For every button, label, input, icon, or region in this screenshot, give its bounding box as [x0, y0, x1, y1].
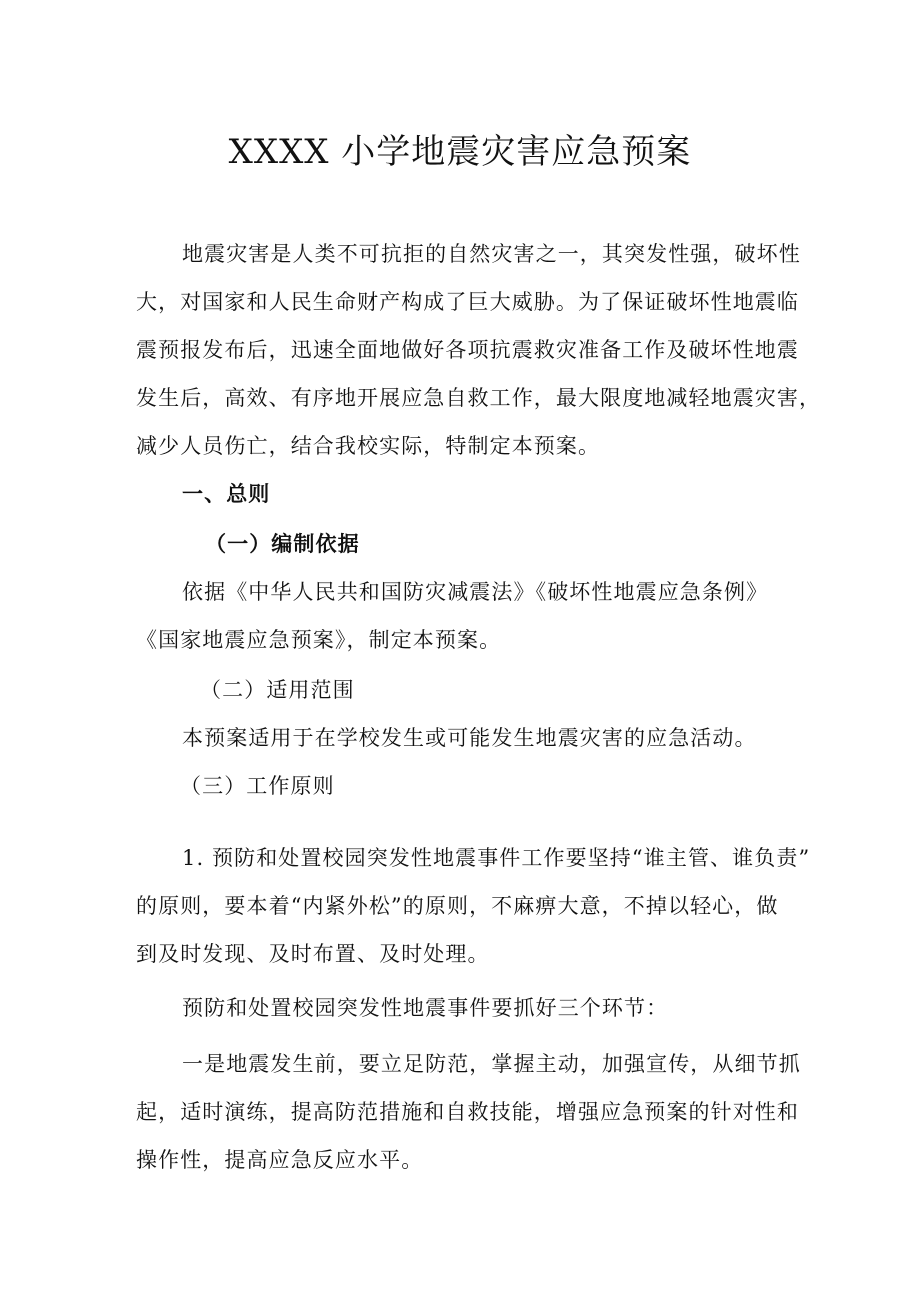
link-1-line-3: 操作性，提高应急反应水平。: [136, 1148, 424, 1172]
intro-line-4: 发生后，高效、有序地开展应急自救工作，最大限度地减轻地震灾害，: [136, 386, 822, 410]
principle-1-line-1: 1. 预防和处置校园突发性地震事件工作要坚持“谁主管、谁负责”: [182, 846, 811, 870]
intro-line-1: 地震灾害是人类不可抗拒的自然灾害之一，其突发性强，破坏性: [182, 242, 801, 266]
basis-line-1: 依据《中华人民共和国防灾减震法》《破坏性地震应急条例》: [182, 580, 769, 604]
document-title: XXXX 小学地震灾害应急预案: [228, 132, 692, 172]
link-1-line-2: 起，适时演练，提高防范措施和自救技能，增强应急预案的针对性和: [136, 1100, 799, 1124]
three-links-intro: 预防和处置校园突发性地震事件要抓好三个环节：: [182, 996, 669, 1020]
principle-1-line-3: 到及时发现、及时布置、及时处理。: [136, 942, 490, 966]
subsection-heading-basis: （一）编制依据: [205, 532, 360, 556]
basis-line-2: 《国家地震应急预案》，制定本预案。: [136, 628, 502, 652]
intro-line-2: 大，对国家和人民生命财产构成了巨大威胁。为了保证破坏性地震临: [136, 290, 799, 314]
intro-line-3: 震预报发布后，迅速全面地做好各项抗震救灾准备工作及破坏性地震: [136, 338, 799, 362]
link-1-line-1: 一是地震发生前，要立足防范，掌握主动，加强宣传，从细节抓: [182, 1052, 801, 1076]
section-heading-general: 一、总则: [182, 482, 271, 506]
principle-1-line-2: 的原则，要本着“内紧外松”的原则，不麻痹大意，不掉以轻心，做: [136, 894, 779, 918]
subsection-heading-principles: （三）工作原则: [180, 774, 335, 798]
intro-line-5: 减少人员伤亡，结合我校实际，特制定本预案。: [136, 434, 601, 458]
scope-line: 本预案适用于在学校发生或可能发生地震灾害的应急活动。: [182, 726, 757, 750]
subsection-heading-scope: （二）适用范围: [200, 678, 355, 702]
